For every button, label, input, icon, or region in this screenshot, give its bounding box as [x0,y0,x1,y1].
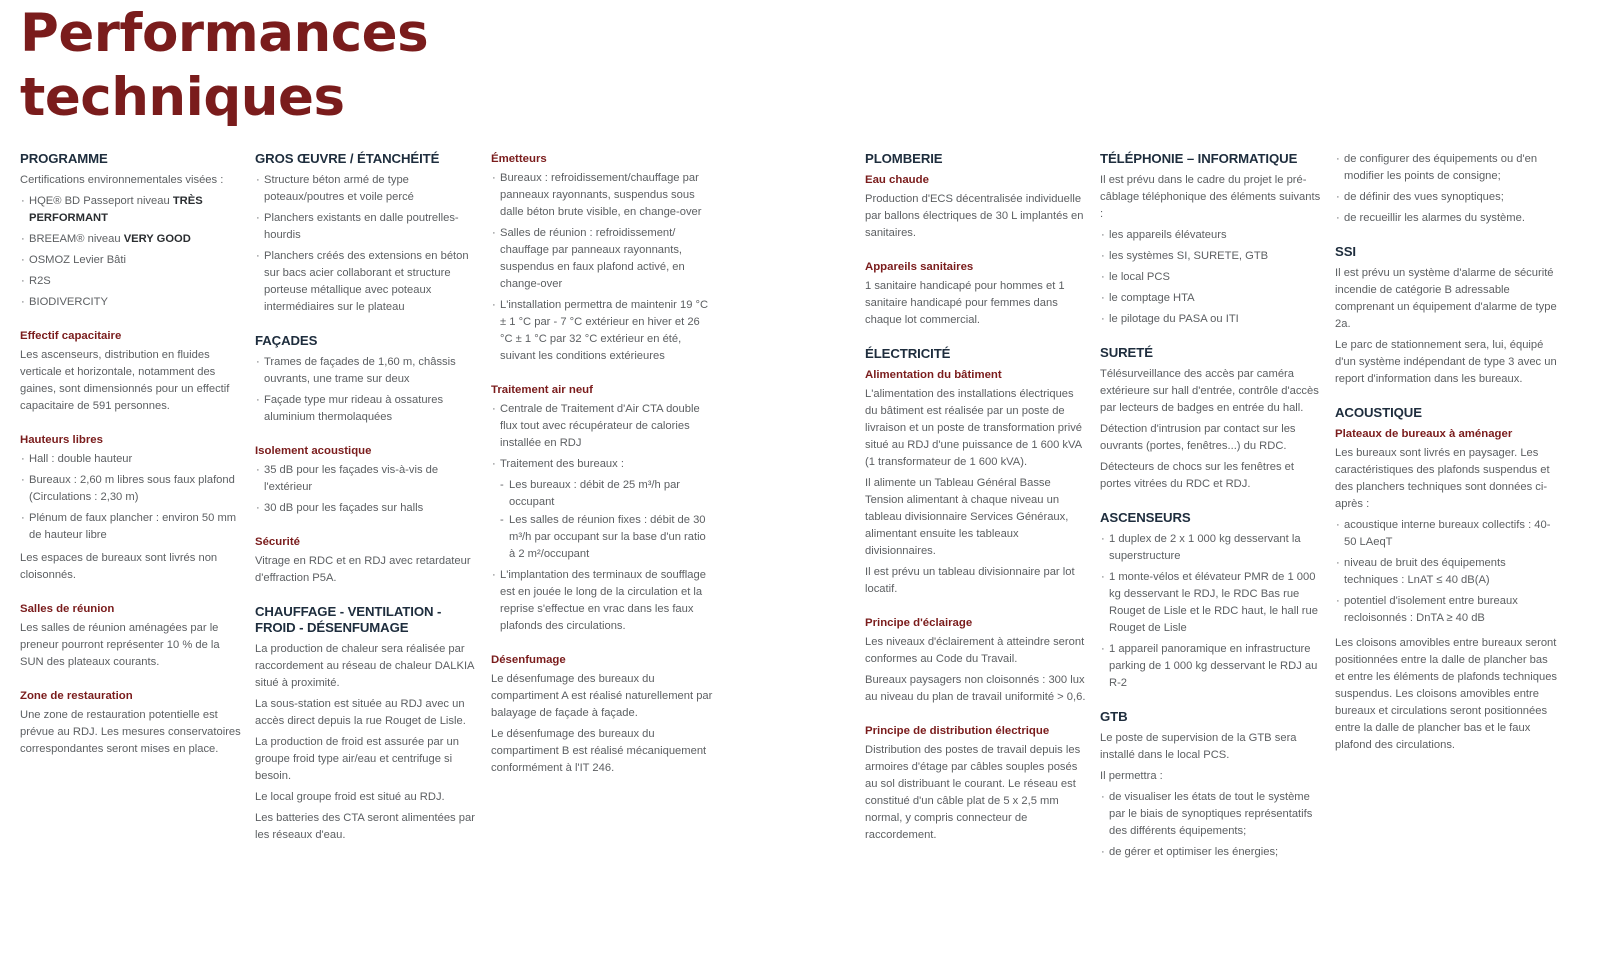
list-item: · BIODIVERCITY [20,294,242,311]
column-6 [1335,151,1560,771]
list-item: · 1 monte-vélos et élévateur PMR de 1 000 kg desservant le RDJ, le RDC Bas rue Rouget de Lisle et le RDC haut, le hall rue Rouget de Lisle [1100,569,1322,637]
column-4 [865,151,1087,861]
section-gtb-continued [1335,151,1560,227]
list-item: · Hall : double hauteur [20,451,242,468]
section-isolement [255,443,477,517]
paragraph: Il est prévu dans le cadre du projet le pré-câblage téléphonique des éléments suivants : [1100,174,1321,220]
section-heading: GTB [1100,709,1128,724]
list-item: · le local PCS [1100,269,1322,286]
section-facades [255,333,477,426]
bullet-list [255,462,477,517]
subsection-heading: Effectif capacitaire [20,330,122,342]
sub-list-item: - Les salles de réunion fixes : débit de 30 m³/h par occupant sur la base d'un ratio à 2 m²/occupant [491,512,713,563]
list-item: · 1 duplex de 2 x 1 000 kg desservant la superstructure [1100,531,1322,565]
paragraph: Une zone de restauration potentielle est prévue au RDJ. Les mesures conservatoires correspondantes seront mises en place. [20,709,241,755]
list-item: · Planchers existants en dalle poutrelles-hourdis [255,210,477,244]
section-securite [255,534,477,587]
list-item: · Bureaux : refroidissement/chauffage par panneaux rayonnants, suspendus sous dalle béton brute visible, en change-over [491,170,713,221]
paragraph: Il alimente un Tableau Général Basse Tension alimentant à chaque niveau un tableau divisionnaire Services Généraux, alimentant ensuite les tableaux divisionnaires. [865,477,1069,557]
section-heading: PLOMBERIE [865,151,943,166]
paragraph: La sous-station est située au RDJ avec un accès direct depuis la rue Rouget de Lisle. [255,698,466,727]
bullet-list [1100,789,1322,861]
paragraph: Le désenfumage des bureaux du compartiment B est réalisé mécaniquement conformément à l'IT 246. [491,728,707,774]
bullet-list [20,193,242,311]
subsection-heading: Principe de distribution électrique [865,725,1050,737]
list-item: · 1 appareil panoramique en infrastructure parking de 1 000 kg desservant le RDJ au R-2 [1100,641,1322,692]
bullet-list [491,170,713,365]
subsection-heading: Appareils sanitaires [865,261,974,273]
list-item: · Planchers créés des extensions en béton sur bacs acier collaborant et structure porteuse métallique avec poteaux intermédiaires sur le plateau [255,248,477,316]
section-heading: TÉLÉPHONIE – INFORMATIQUE [1100,151,1298,166]
paragraph: La production de froid est assurée par un groupe froid type air/eau et centrifuge si besoin. [255,736,459,782]
section-distribution [865,723,1087,844]
paragraph: Les bureaux sont livrés en paysager. Les caractéristiques des plafonds suspendus et des planchers techniques sont données ci-après : [1335,447,1550,510]
paragraph: Vitrage en RDC et en RDJ avec retardateur d'effraction P5A. [255,555,471,584]
section-desenfumage [491,652,713,777]
column-3 [491,151,713,794]
list-item: · L'implantation des terminaux de soufflage est en jouée le long de la circulation et la reprise s'effectue en vrac dans les faux plafonds des circulations. [491,567,713,635]
list-item: · R2S [20,273,242,290]
paragraph: Les salles de réunion aménagées par le preneur pourront représenter 10 % de la SUN des plateaux courants. [20,622,220,668]
list-item: · le pilotage du PASA ou ITI [1100,311,1322,328]
subsection-heading: Principe d'éclairage [865,617,973,629]
paragraph: 1 sanitaire handicapé pour hommes et 1 sanitaire handicapé pour femmes dans chaque lot commercial. [865,280,1065,326]
column-1 [20,151,242,775]
paragraph: Il est prévu un tableau divisionnaire par lot locatif. [865,566,1075,595]
section-ascenseurs [1100,510,1322,692]
list-item: · de configurer des équipements ou d'en modifier les points de consigne; [1335,151,1560,185]
section-programme [20,151,242,311]
section-ssi [1335,244,1560,388]
paragraph: Il est prévu un système d'alarme de sécurité incendie de catégorie B adressable comprenant un équipement d'alarme de type 2a. [1335,267,1557,330]
paragraph: Le local groupe froid est situé au RDJ. [255,791,445,803]
list-item: · Plénum de faux plancher : environ 50 mm de hauteur libre [20,510,242,544]
paragraph: Certifications environnementales visées : [20,174,224,186]
section-hauteurs [20,432,242,584]
section-electricite [865,346,1087,598]
section-gtb [1100,709,1322,861]
subsection-heading: Alimentation du bâtiment [865,369,1002,381]
list-item: · les appareils élévateurs [1100,227,1322,244]
paragraph: La production de chaleur sera réalisée par raccordement au réseau de chaleur DALKIA situé à proximité. [255,643,474,689]
bullet-list [20,451,242,544]
page-title [20,2,428,130]
list-item: · de définir des vues synoptiques; [1335,189,1560,206]
section-eclairage [865,615,1087,706]
list-item: · potentiel d'isolement entre bureaux recloisonnés : DnTA ≥ 40 dB [1335,593,1560,627]
section-chauffage [255,604,477,844]
list-item: · 35 dB pour les façades vis-à-vis de l'extérieur [255,462,477,496]
bullet-list [1100,227,1322,328]
list-item: · Centrale de Traitement d'Air CTA double flux tout avec récupérateur de calories installée en RDJ [491,401,713,452]
subsection-heading: Sécurité [255,536,300,548]
section-heading: SURETÉ [1100,345,1153,360]
title-line-2: techniques [20,67,345,128]
subsection-heading: Plateaux de bureaux à aménager [1335,428,1513,440]
section-plomberie [865,151,1087,242]
paragraph: Le parc de stationnement sera, lui, équipé d'un système indépendant de type 3 avec un report d'information dans les bureaux. [1335,339,1557,385]
list-item: · Traitement des bureaux : [491,456,713,473]
list-item: · le comptage HTA [1100,290,1322,307]
subsection-heading: Isolement acoustique [255,445,372,457]
paragraph: Production d'ECS décentralisée individuelle par ballons électriques de 30 L implantés en sanitaires. [865,193,1084,239]
bullet-list [255,354,477,426]
section-heading: ÉLECTRICITÉ [865,346,951,361]
sub-list-item: - Les bureaux : débit de 25 m³/h par occupant [491,477,713,511]
section-telephonie [1100,151,1322,328]
list-item: · de gérer et optimiser les énergies; [1100,844,1322,861]
list-item: · BREEAM® niveau VERY GOOD [20,231,242,248]
section-heading: CHAUFFAGE - VENTILATION - FROID - DÉSENFUMAGE [255,604,442,635]
paragraph: Les ascenseurs, distribution en fluides verticale et horizontale, notamment des gaines, sont dimensionnés pour un effectif capacitaire de 591 personnes. [20,349,230,412]
bullet-list [1100,531,1322,692]
section-effectif [20,328,242,415]
list-item: · 30 dB pour les façades sur halls [255,500,477,517]
list-item: · Trames de façades de 1,60 m, châssis ouvrants, une trame sur deux [255,354,477,388]
list-item: · Structure béton armé de type poteaux/poutres et voile percé [255,172,477,206]
section-heading: GROS ŒUVRE / ÉTANCHÉITÉ [255,151,440,166]
paragraph: Les batteries des CTA seront alimentées par les réseaux d'eau. [255,812,475,841]
paragraph: Distribution des postes de travail depuis les armoires d'étage par câbles souples posés au sol distribuant le courant. Le réseau est constitué d'un câble plat de 5 x 2,5 mm normal, y compris connecteur de raccordement. [865,744,1081,841]
list-item: · OSMOZ Levier Bâti [20,252,242,269]
section-emetteurs [491,151,713,365]
paragraph: Il permettra : [1100,770,1163,782]
section-heading: FAÇADES [255,333,318,348]
list-item: · Salles de réunion : refroidissement/ chauffage par panneaux rayonnants, suspendus en faux plafond activé, en change-over [491,225,713,293]
title-line-1: Performances [20,3,429,64]
column-2 [255,151,477,861]
list-item: · de recueillir les alarmes du système. [1335,210,1560,227]
section-gros-oeuvre [255,151,477,316]
subsection-heading: Traitement air neuf [491,384,593,396]
subsection-heading: Émetteurs [491,153,547,165]
section-sanitaires [865,259,1087,329]
paragraph: Les cloisons amovibles entre bureaux seront positionnées entre la dalle de plancher bas et entre les éléments de plafonds techniques suspendus. Les cloisons amovibles entre bureaux et circulations seront positionnées entre la dalle de plancher bas et le faux plafond des circulations. [1335,637,1558,751]
list-item: · L'installation permettra de maintenir 19 °C ± 1 °C par - 7 °C extérieur en hiver et 26 °C ± 1 °C par 32 °C extérieur en été, suivant les conditions extérieures [491,297,713,365]
paragraph: Détecteurs de chocs sur les fenêtres et portes vitrées du RDC et RDJ. [1100,461,1295,490]
column-5 [1100,151,1322,878]
bullet-list [255,172,477,316]
list-item: · de visualiser les états de tout le système par le biais de synoptiques représentatifs des différents équipements; [1100,789,1322,840]
subsection-heading: Désenfumage [491,654,566,666]
paragraph: Les niveaux d'éclairement à atteindre seront conformes au Code du Travail. [865,636,1085,665]
section-heading: PROGRAMME [20,151,108,166]
subsection-heading: Hauteurs libres [20,434,103,446]
list-item: · Façade type mur rideau à ossatures aluminium thermolaquées [255,392,477,426]
section-heading: ASCENSEURS [1100,510,1191,525]
list-item: · les systèmes SI, SURETE, GTB [1100,248,1322,265]
list-item: · niveau de bruit des équipements techniques : LnAT ≤ 40 dB(A) [1335,555,1560,589]
paragraph: Le désenfumage des bureaux du compartiment A est réalisé naturellement par balayage de façade à façade. [491,673,713,719]
bullet-list [1335,517,1560,627]
subsection-heading: Eau chaude [865,174,929,186]
subsection-heading: Zone de restauration [20,690,133,702]
bullet-list [491,401,713,635]
bullet-list [1335,151,1560,227]
paragraph: Télésurveillance des accès par caméra extérieure sur hall d'entrée, contrôle d'accès par lecteurs de badges en entrée du hall. [1100,368,1319,414]
section-salles [20,601,242,671]
subsection-heading: Salles de réunion [20,603,115,615]
list-item: · HQE® BD Passeport niveau TRÈS PERFORMANT [20,193,242,227]
paragraph: L'alimentation des installations électriques du bâtiment est réalisée par un poste de livraison et un poste de transformation privé situé au RDJ d'une puissance de 1 600 kVA (1 transformateur de 1 600 kVA). [865,388,1083,468]
paragraph: Détection d'intrusion par contact sur les ouvrants (portes, fenêtres...) du RDC. [1100,423,1296,452]
paragraph: Les espaces de bureaux sont livrés non cloisonnés. [20,552,218,581]
section-surete [1100,345,1322,493]
paragraph: Le poste de supervision de la GTB sera installé dans le local PCS. [1100,732,1297,761]
section-restauration [20,688,242,758]
section-heading: SSI [1335,244,1356,259]
list-item: · acoustique interne bureaux collectifs : 40-50 LAeqT [1335,517,1560,551]
section-traitement-air [491,382,713,635]
section-heading: ACOUSTIQUE [1335,405,1422,420]
list-item: · Bureaux : 2,60 m libres sous faux plafond (Circulations : 2,30 m) [20,472,242,506]
paragraph: Bureaux paysagers non cloisonnés : 300 lux au niveau du plan de travail uniformité > 0,6. [865,674,1086,703]
section-acoustique [1335,405,1560,754]
